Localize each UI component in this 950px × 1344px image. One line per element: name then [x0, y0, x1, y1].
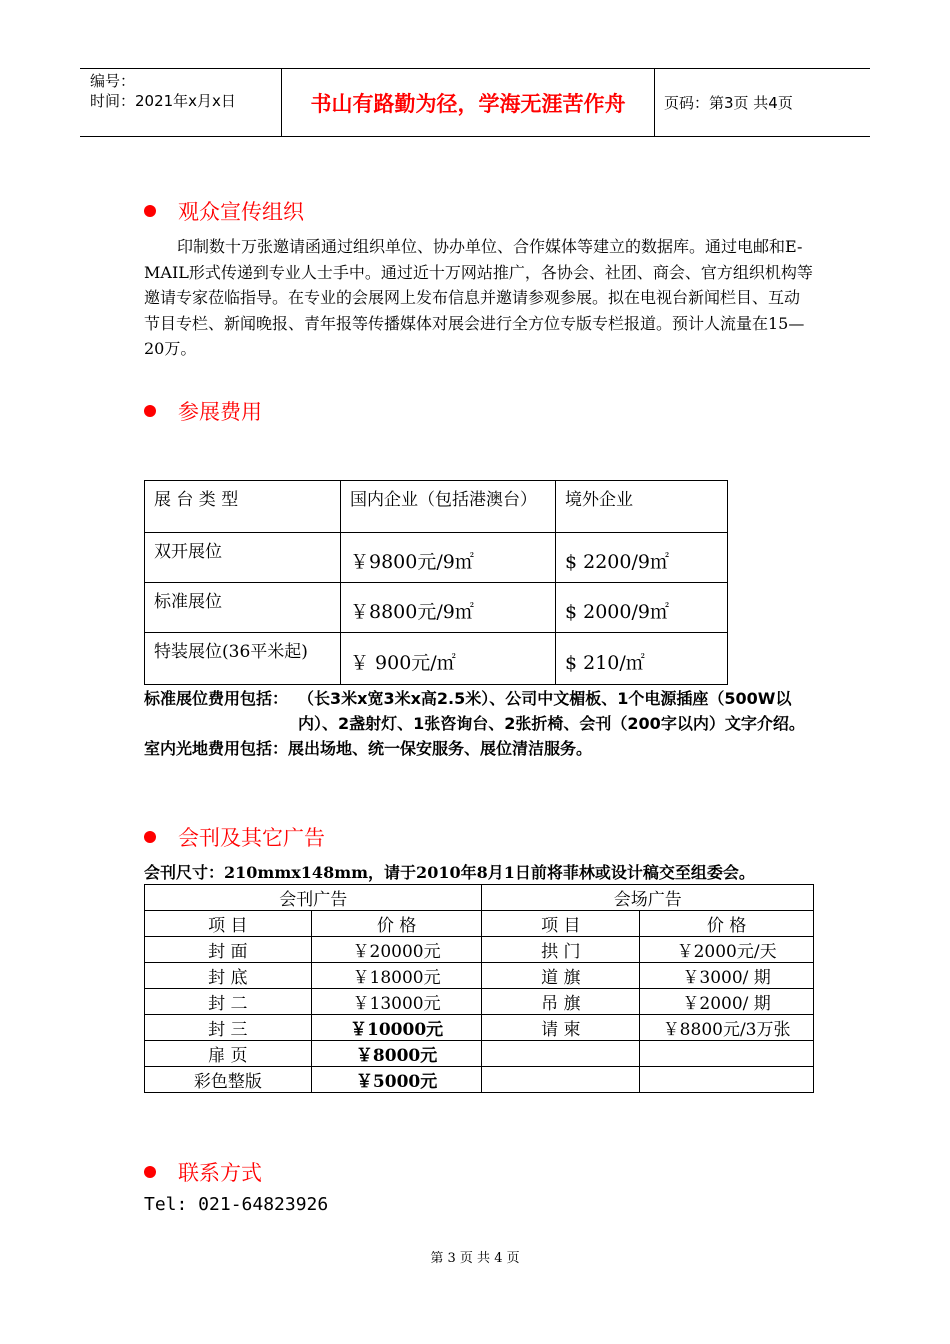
note-label: 标准展位费用包括： — [144, 689, 289, 708]
ad-item: 彩色整版 — [145, 1067, 312, 1093]
ad-price: ￥2000元/天 — [640, 937, 814, 963]
fee-notes — [144, 686, 824, 761]
ad-item: 封 二 — [145, 989, 312, 1015]
booth-type: 双开展位 — [145, 533, 341, 583]
col-header: 项 目 — [145, 911, 312, 937]
section-title: 会刊及其它广告 — [178, 826, 325, 850]
section-ads-heading — [144, 822, 325, 852]
ad-item: 封 面 — [145, 937, 312, 963]
ad-item: 道 旗 — [482, 963, 640, 989]
bullet-icon — [144, 205, 156, 217]
section-title: 观众宣传组织 — [178, 200, 304, 224]
col-header: 价 格 — [311, 911, 482, 937]
page-footer: 第 3 页 共 4 页 — [430, 1251, 520, 1266]
foreign-price: $ 2000/9㎡ — [556, 583, 728, 633]
foreign-price: $ 2200/9㎡ — [556, 533, 728, 583]
audience-body: 印制数十万张邀请函通过组织单位、协办单位、合作媒体等建立的数据库。通过电邮和E-MAIL形式传递到专业人士手中。通过近十万网站推广，各协会、社团、商会、官方组织机构等邀请专家莅临指导。在专业的会展网上发布信息并邀请参观参展。拟在电视台新闻栏目、互动节目专栏、新闻晚报、青年报等传播媒体对展会进行全方位专版专栏报道。预计人流量在15—20万。 — [144, 237, 813, 358]
group-header: 会场广告 — [482, 885, 814, 911]
section-title: 联系方式 — [178, 1161, 262, 1185]
note-label: 室内光地费用包括： — [144, 739, 289, 758]
booth-fee-table — [144, 480, 728, 685]
group-header: 会刊广告 — [145, 885, 482, 911]
bullet-icon — [144, 405, 156, 417]
contact-tel: Tel: 021-64823926 — [144, 1194, 329, 1215]
ads-table — [144, 884, 814, 1093]
table-row — [145, 1015, 814, 1041]
domestic-price: ￥9800元/9㎡ — [341, 533, 556, 583]
col-header: 价 格 — [640, 911, 814, 937]
ad-item: 封 底 — [145, 963, 312, 989]
ad-price — [640, 1041, 814, 1067]
section-title: 参展费用 — [178, 400, 262, 424]
ad-price — [640, 1067, 814, 1093]
ad-item: 拱 门 — [482, 937, 640, 963]
ad-price: ￥8000元 — [311, 1041, 482, 1067]
ad-item: 扉 页 — [145, 1041, 312, 1067]
table-row — [145, 533, 728, 583]
ads-intro: 会刊尺寸：210mmx148mm，请于2010年8月1日前将菲林或设计稿交至组委会。 — [144, 863, 755, 882]
audience-paragraph — [144, 234, 814, 362]
ad-price: ￥13000元 — [311, 989, 482, 1015]
col-header: 境外企业 — [556, 481, 728, 533]
domestic-price: ￥ 900元/㎡ — [341, 633, 556, 685]
section-fees-heading — [144, 396, 262, 426]
ad-price: ￥20000元 — [311, 937, 482, 963]
note-standard — [144, 686, 824, 736]
ad-item: 请 柬 — [482, 1015, 640, 1041]
ad-price: ￥5000元 — [311, 1067, 482, 1093]
ad-price: ￥2000/ 期 — [640, 989, 814, 1015]
bullet-icon — [144, 831, 156, 843]
ad-price: ￥8800元/3万张 — [640, 1015, 814, 1041]
ad-price: ￥3000/ 期 — [640, 963, 814, 989]
header-meta — [80, 69, 282, 136]
booth-type: 特装展位(36平米起) — [145, 633, 341, 685]
header-motto: 书山有路勤为径，学海无涯苦作舟 — [282, 69, 655, 136]
foreign-price: $ 210/㎡ — [556, 633, 728, 685]
col-header: 展 台 类 型 — [145, 481, 341, 533]
note-text: （长3米x宽3米x高2.5米）、公司中文楣板、1个电源插座（500W以内）、2盏射灯、1张咨询台、2张折椅、会刊（200字以内）文字介绍。 — [298, 689, 805, 733]
table-row — [145, 989, 814, 1015]
table-row — [145, 937, 814, 963]
table-row — [145, 633, 728, 685]
ad-price: ￥10000元 — [311, 1015, 482, 1041]
table-row — [145, 963, 814, 989]
header-page-info: 页码：第3页 共4页 — [664, 94, 793, 112]
table-header-row — [145, 481, 728, 533]
group-header-row — [145, 885, 814, 911]
table-row — [145, 1067, 814, 1093]
table-row — [145, 583, 728, 633]
ad-price: ￥18000元 — [311, 963, 482, 989]
note-text: 展出场地、统一保安服务、展位清洁服务。 — [288, 739, 593, 758]
note-raw-space — [144, 736, 824, 761]
col-header: 项 目 — [482, 911, 640, 937]
time-label: 时间：2021年x月x日 — [90, 92, 236, 110]
domestic-price: ￥8800元/9㎡ — [341, 583, 556, 633]
booth-type: 标准展位 — [145, 583, 341, 633]
table-row — [145, 1041, 814, 1067]
ad-item: 吊 旗 — [482, 989, 640, 1015]
col-header: 国内企业（包括港澳台） — [341, 481, 556, 533]
bullet-icon — [144, 1166, 156, 1178]
code-label: 编号： — [90, 72, 136, 90]
ad-item — [482, 1067, 640, 1093]
column-header-row — [145, 911, 814, 937]
page-header — [80, 68, 870, 137]
ad-item — [482, 1041, 640, 1067]
section-contact-heading — [144, 1157, 262, 1187]
ad-item: 封 三 — [145, 1015, 312, 1041]
section-audience-heading — [144, 196, 304, 226]
